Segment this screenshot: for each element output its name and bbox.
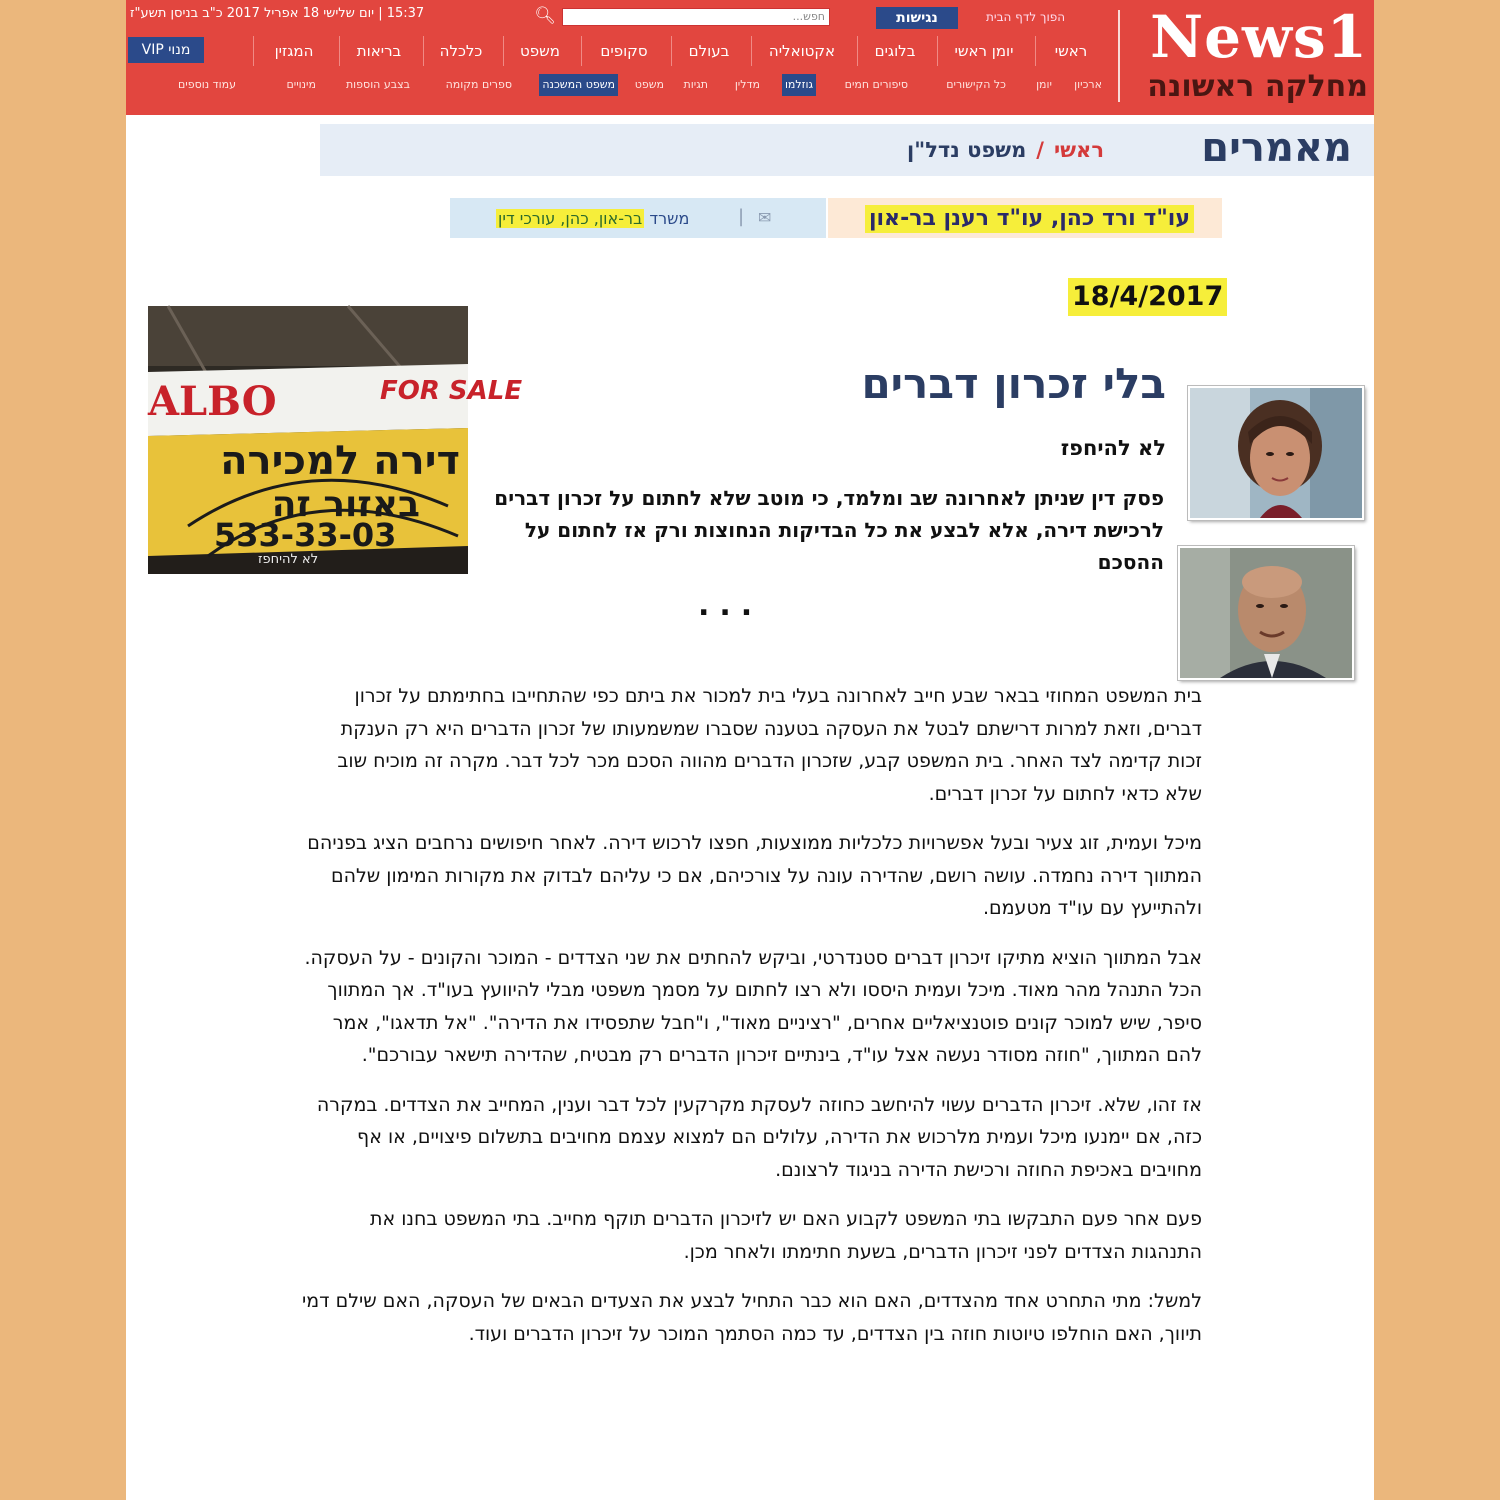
article-ellipsis: ... [698,588,763,623]
article-paragraph: אבל המתווך הוציא מתיקו זיכרון דברים סטנדרטי, וביקש להחתים את שני הצדדים - המוכר והקונים - על העסקה. הכל התנהל מהר מאוד. מיכל ועמית היססו ולא רצו לחתום על מסמך משפטי מבלי להיוועץ בעו"ד. אך המתווך סיפר, שיש למוכר קונים פוטנציאליים אחרים, "רציניים מאוד", ו"חבל שתפסידו את הדירה". "אל תדאגו", אמר להם המתווך, "חוזה מסודר נעשה אצל עו"ד, בינתיים זיכרון הדברים רק מבטיח, שהדירה תישאר עבורכם". [304,946,1202,1066]
law-office[interactable] [496,208,689,230]
breadcrumb [907,138,1104,162]
subnav-tags[interactable]: תגיות [683,78,708,91]
nav-item-magazine[interactable]: המגזין [253,36,334,66]
accessibility-button[interactable]: נגישות [876,7,958,29]
nav-item-scoops[interactable]: סקופים [581,36,666,66]
article-lead: פסק דין שניתן לאחרונה שב ומלמד, כי מוטב שלא לחתום על זכרון דברים לרכישת דירה, אלא לבצע את כל הבדיקות הנחוצות ורק אז לחתום על ההסכם [494,486,1164,574]
office-separator: | [738,206,745,227]
article-authors: עו"ד ורד כהן, עו"ד רענן בר-און [865,205,1194,233]
subnav-all-links[interactable]: כל הקישורים [946,78,1006,91]
office-name: בר-און, כהן, עורכי דין [498,209,643,228]
article-paragraph: מיכל ועמית, זוג צעיר ובעל אפשרויות כלכליות ממוצעות, חפצו לרכוש דירה. לאחר חיפושים נרחבים הציג בפניהם המתווך דירה נחמדה. עושה רושם, שהדירה עונה על צורכיהם, אם כי עליהם לבדוק את מקורות המימון שלהם ולהתייעץ עם עו"ד מטעמם. [307,832,1202,919]
subnav-books[interactable]: ספרים מקומה [445,78,512,91]
author-portrait-male [1178,546,1354,680]
vip-button[interactable]: מנוי VIP [128,37,204,63]
subnav-journal[interactable]: יומן [1036,78,1052,91]
portrait-female-image [1190,388,1362,518]
photo-caption: לא להיחפז [258,552,319,567]
main-nav [126,36,1118,66]
article-date: 18/4/2017 [1068,278,1227,316]
page [126,0,1374,1500]
sign-line-1: דירה למכירה [220,438,460,484]
nav-item-world[interactable]: בעולם [671,36,746,66]
article-paragraph: למשל: מתי התחרט אחד מהצדדים, האם הוא כבר התחיל לבצע את הצעדים הבאים של העסקה, האם שילם דמי תיווך, האם הוחלפו טיוטות חוזה בין הצדדים, עד כמה הסתמך המוכר על זיכרון הדברים ועוד. [302,1290,1202,1345]
sign-phone: 533-33-03 [214,516,397,554]
subnav-archive[interactable]: ארכיון [1074,78,1102,91]
article-paragraph: פעם אחר פעם התבקשו בתי המשפט לקבוע האם יש לזיכרון הדברים תוקף מחייב. בתי המשפט בחנו את התנהגות הצדדים לפני זיכרון הדברים, בשעת חתימתו ולאחר מכן. [370,1208,1202,1263]
nav-item-blogs[interactable]: בלוגים [857,36,932,66]
article-title: בלי זכרון דברים [861,359,1166,408]
subnav-more-pages[interactable]: עמוד נוספים [177,78,236,91]
subnav-gozlemo[interactable]: גוזלמו [782,74,816,96]
header-divider [1118,10,1120,102]
sign-brand: ALBO [148,378,277,425]
subnav-subscriptions[interactable]: מינויים [286,78,316,91]
article-paragraph: בית המשפט המחוזי בבאר שבע חייב לאחרונה בעלי בית למכור את ביתם כפי שהתחייבו בחתימתם על זכרון דברים, וזאת למרות דרישתם לבטל את העסקה בטענה שסברו שמשמעותו של זכרון הדברים היא רק הענקת זכות קדימה לצד האחר. בית המשפט קבע, שזכרון הדברים מהווה הסכם מכר לכל דבר. מקרה זה מוכיח שוב שלא כדאי לחתום על זכרון דברים. [337,685,1202,805]
header-top-row [126,2,1116,30]
sub-nav [126,74,1116,96]
search-icon[interactable]: 🔍︎ [534,6,556,26]
nav-item-home[interactable]: ראשי [1035,36,1106,66]
author-portrait-female [1188,386,1364,520]
subnav-madlin[interactable]: מדלין [734,78,760,91]
sign-line-2: באזור זה [271,484,420,525]
site-logo-subtitle: מחלקה ראשונה [1147,69,1368,104]
breadcrumb-separator: / [1036,138,1044,162]
nav-item-health[interactable]: בריאות [339,36,418,66]
nav-item-law[interactable]: משפט [503,36,576,66]
subnav-law-highlight[interactable]: משפט המשכנה [539,74,618,96]
breadcrumb-current[interactable]: משפט נדל"ן [907,138,1027,162]
nav-item-news[interactable]: אקטואליה [751,36,852,66]
portrait-male-image [1180,548,1352,678]
nav-item-journal[interactable]: יומן ראשי [937,36,1030,66]
subnav-additions[interactable]: בצבע הוספות [345,78,410,91]
search-input[interactable]: חפש... [562,8,830,26]
homepage-link[interactable]: הפוך לדף הבית [986,10,1066,24]
article-body [302,680,1202,1367]
site-logo[interactable]: News1 [1150,3,1368,71]
section-title: מאמרים [1201,125,1352,171]
article-subtitle: לא להיחפז [1060,436,1166,460]
article-paragraph: אז זהו, שלא. זיכרון הדברים עשוי להיחשב כחוזה לעסקת מקרקעין לכל דבר וענין, המחייב את הצדדים. במקרה כזה, אם יימנעו מיכל ועמית מלרכוש את הדירה, עלולים הם למצוא עצמם מחויבים בתשלום פיצויים, או אף מחויבים באכיפת החוזה ורכישת הדירה בניגוד לרצונם. [316,1093,1202,1181]
subnav-law[interactable]: משפט [634,78,664,91]
logo-block[interactable] [1140,3,1368,104]
header-date: 15:37 | יום שלישי 18 אפריל 2017 כ"ב בניסן תשע"ז [130,6,425,21]
office-prefix: משרד [649,209,690,228]
subnav-hot-stories[interactable]: סיפורים חמים [844,78,908,91]
article-photo [148,306,523,574]
breadcrumb-home[interactable]: ראשי [1053,138,1104,162]
mail-icon[interactable]: ✉ [758,208,772,227]
sign-for-sale: FOR SALE [380,376,523,406]
nav-item-economy[interactable]: כלכלה [423,36,498,66]
site-header [126,0,1374,115]
